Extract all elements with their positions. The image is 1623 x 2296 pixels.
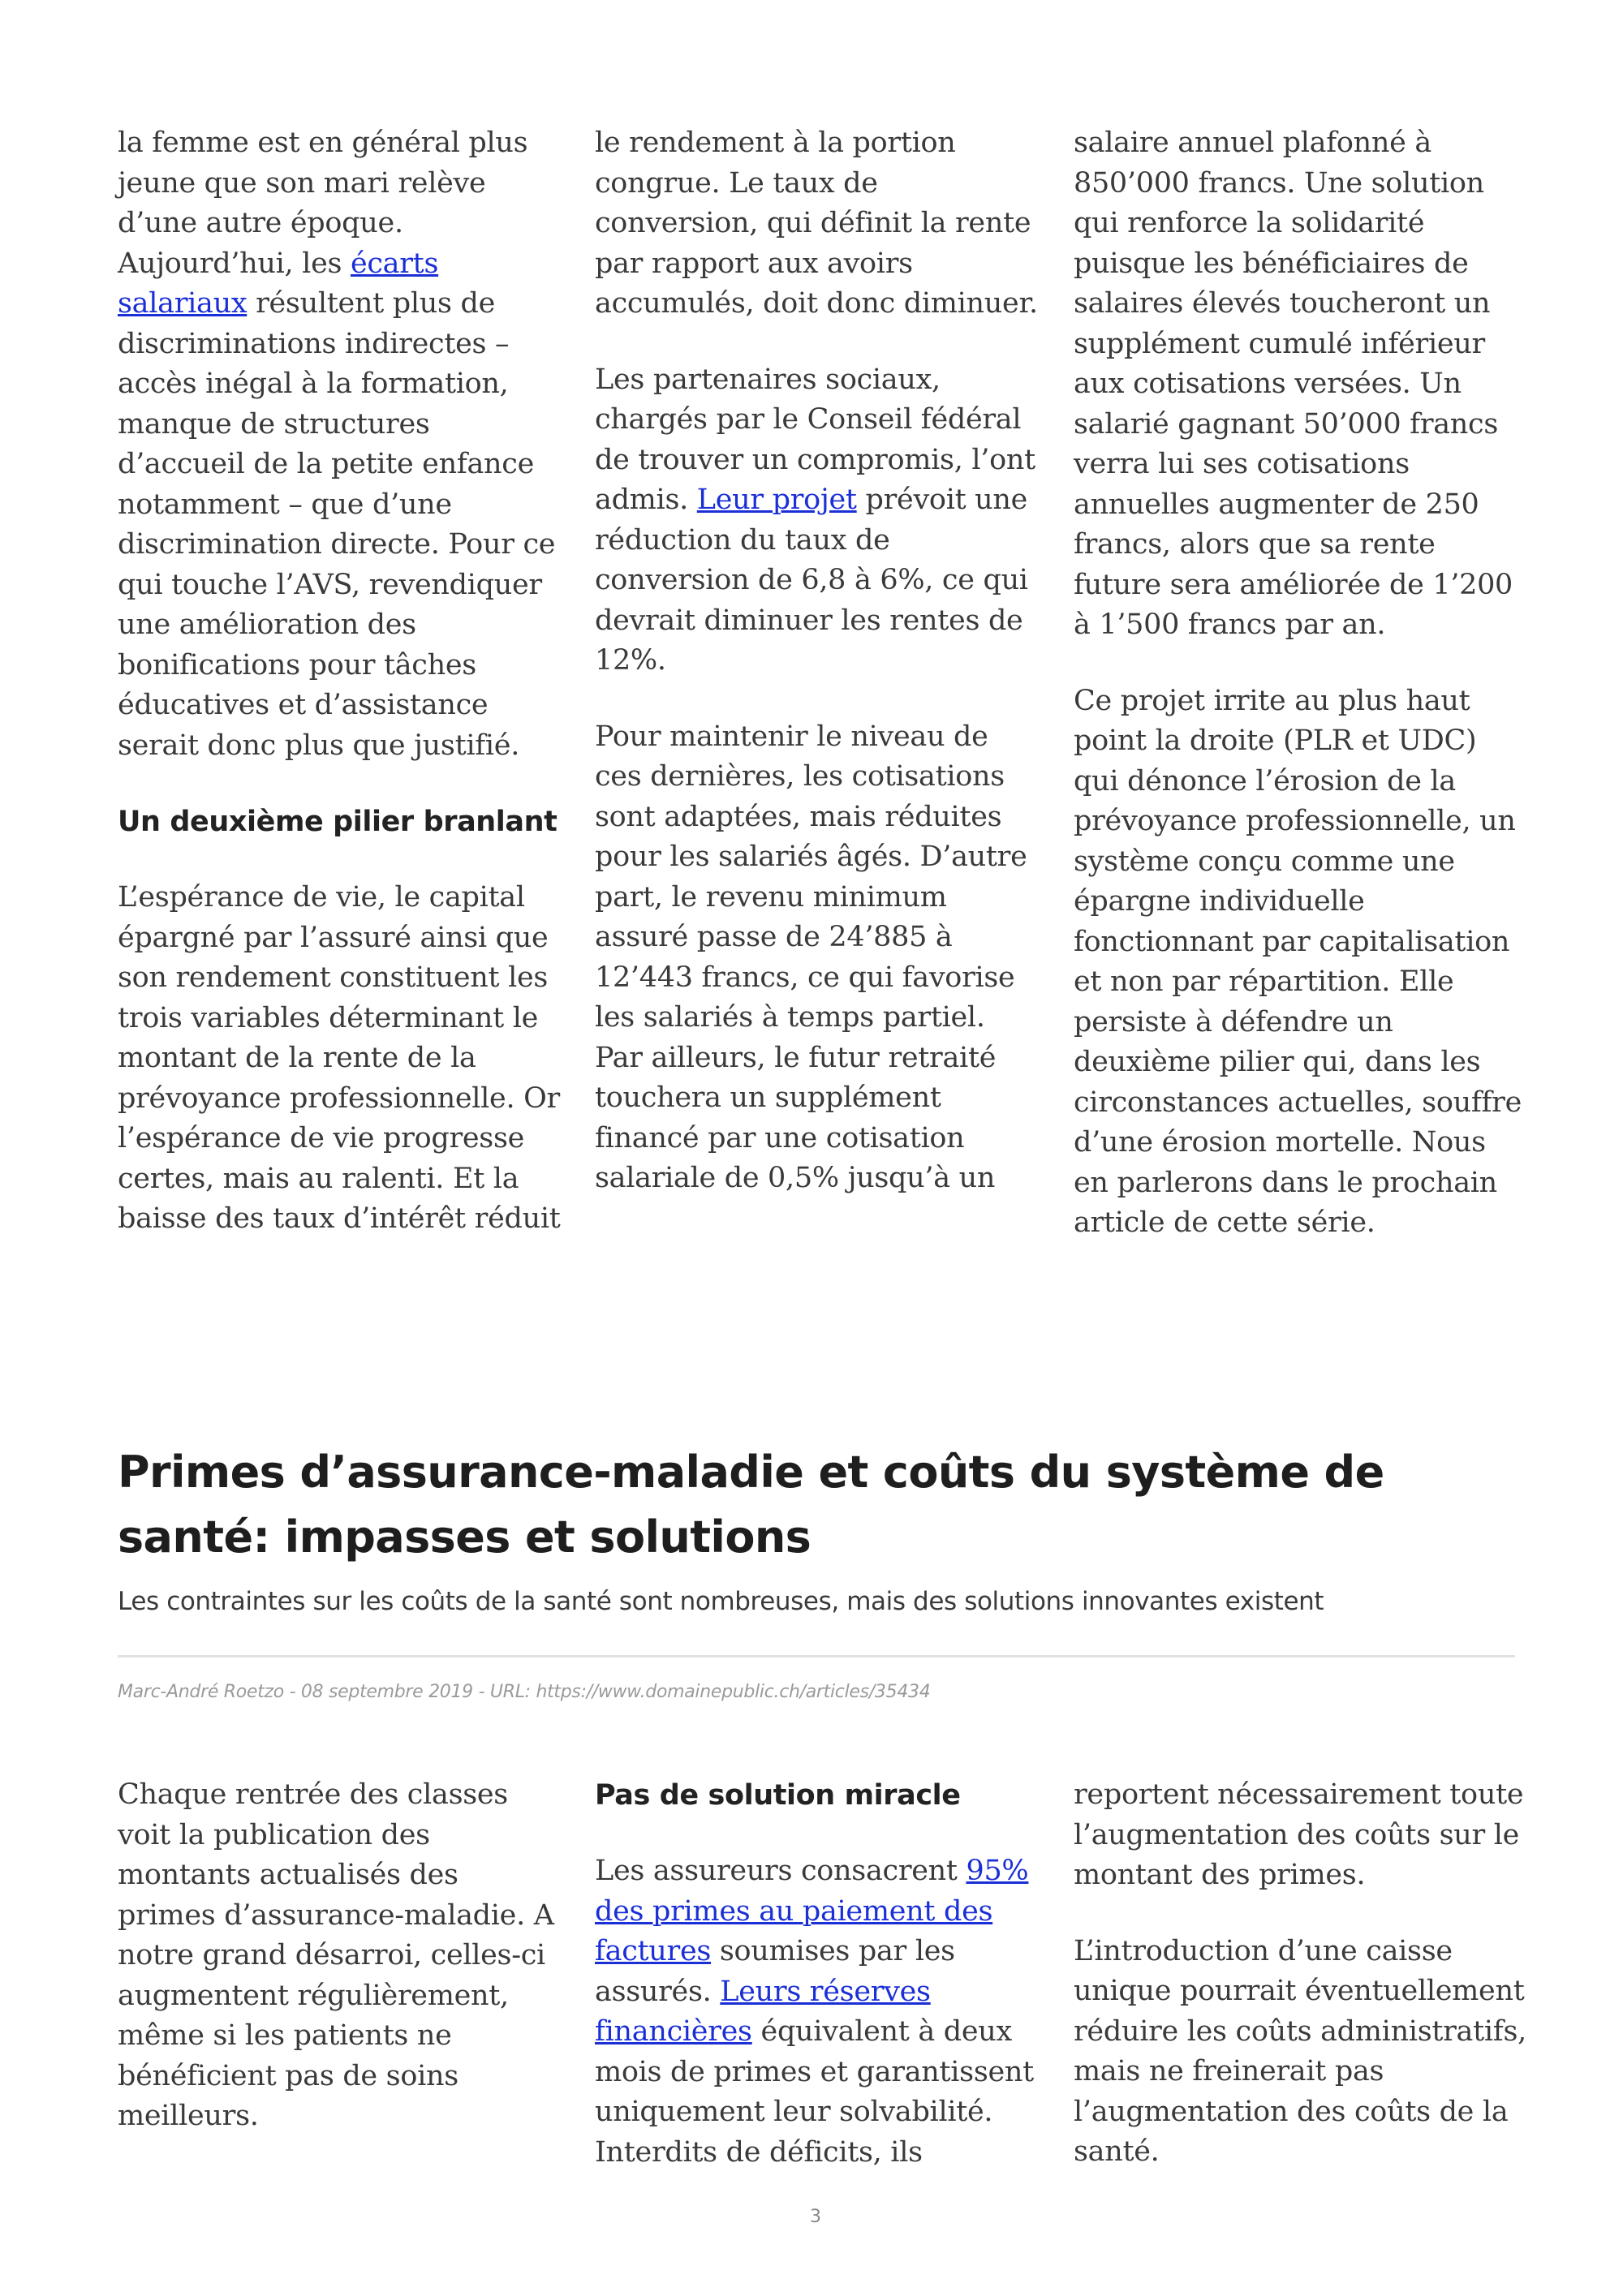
paragraph: Ce projet irrite au plus haut point la droite (PLR et UDC) qui dénonce l’érosion de la prévoyance professionnelle, un système conçu comme une épargne individuelle fonctionnant par capitalisation et non par répartition. Elle persiste à défendre un deuxième pilier qui, dans les circonstances actuelles, souffre d’une érosion mortelle. Nous en parlerons dans le prochain article de cette série. (1074, 684, 1522, 1239)
page-number: 3 (810, 2207, 821, 2227)
top-column-1 (118, 123, 562, 1240)
paragraph: salaire annuel plafonné à 850’000 francs. Une solution qui renforce la solidarité puisque les bénéficiaires de salaires élevés toucheront un supplément cumulé inférieur aux cotisations versées. Un salarié gagnant 50’000 francs verra lui ses cotisations annuelles augmenter de 250 francs, alors que sa rente future sera améliorée de 1’200 à 1’500 francs par an. (1074, 127, 1513, 641)
paragraph: L’espérance de vie, le capital épargné par l’assuré ainsi que son rendement constituent les trois variables déterminant le montant de la rente de la prévoyance professionnelle. Or l’espérance de vie progresse certes, mais au ralenti. Et la baisse des taux d’intérêt réduit (118, 881, 561, 1235)
paragraph: Chaque rentrée des classes voit la publication des montants actualisés des primes d’assurance-maladie. A notre grand désarroi, celles-ci augmentent régulièrement, même si les patients ne bénéficient pas de soins meilleurs. (118, 1778, 554, 2132)
section-heading: Pas de solution miracle (595, 1779, 961, 1812)
bottom-column-3 (1074, 1775, 1528, 2173)
article-meta: Marc-André Roetzo - 08 septembre 2019 - URL: https://www.domainepublic.ch/articles/35434 (118, 1682, 931, 1702)
bottom-column-1 (118, 1775, 562, 2137)
paragraph: la femme est en général plus jeune que son mari relève d’une autre époque. Aujourd’hui, les écarts salariaux résultent plus de discriminations indirectes – accès inégal à la formation, manque de structures d’accueil de la petite enfance notamment – que d’une discrimination directe. Pour ce qui touche l’AVS, revendiquer une amélioration des bonifications pour tâches éducatives et d’assistance serait donc plus que justifié. (118, 127, 556, 762)
link-reserves-financieres[interactable]: Leurs réserves financières (595, 1975, 931, 2048)
section-heading: Un deuxième pilier branlant (118, 806, 558, 838)
paragraph: Les partenaires sociaux, chargés par le Conseil fédéral de trouver un compromis, l’ont admis. Leur projet prévoit une réduction du taux de conversion de 6,8 à 6%, ce qui devrait diminuer les rentes de 12%. (595, 363, 1035, 677)
link-leur-projet[interactable]: Leur projet (696, 484, 857, 516)
paragraph: Les assureurs consacrent 95% des primes au paiement des factures soumises par les assurés. Leurs réserves financières équivalent à deux mois de primes et garantissent uniquement leur solvabilité. Interdits de déficits, ils (595, 1855, 1034, 2169)
bottom-column-2 (595, 1775, 1040, 2173)
link-ecarts-salariaux[interactable]: écarts salariaux (118, 247, 439, 320)
paragraph: le rendement à la portion congrue. Le taux de conversion, qui définit la rente par rapport aux avoirs accumulés, doit donc diminuer. (595, 127, 1038, 320)
paragraph: reportent nécessairement toute l’augmentation des coûts sur le montant des primes. (1074, 1778, 1524, 1891)
top-column-3 (1074, 123, 1528, 1244)
divider (118, 1655, 1515, 1658)
paragraph: Pour maintenir le niveau de ces dernières, les cotisations sont adaptées, mais réduites pour les salariés âgés. D’autre part, le revenu minimum assuré passe de 24’885 à 12’443 francs, ce qui favorise les salariés à temps partiel. Par ailleurs, le futur retraité touchera un supplément financé par une cotisation salariale de 0,5% jusqu’à un (595, 720, 1027, 1194)
paragraph: L’introduction d’une caisse unique pourrait éventuellement réduire les coûts administratifs, mais ne freinerait pas l’augmentation des coûts de la santé. (1074, 1934, 1526, 2168)
link-95-percent-primes[interactable]: 95% des primes au paiement des factures (595, 1855, 1029, 1967)
top-column-2 (595, 123, 1040, 1199)
article-subtitle: Les contraintes sur les coûts de la santé sont nombreuses, mais des solutions innovantes existent (118, 1587, 1324, 1616)
article-title: Primes d’assurance-maladie et coûts du système de santé: impasses et solutions (118, 1447, 1384, 1563)
